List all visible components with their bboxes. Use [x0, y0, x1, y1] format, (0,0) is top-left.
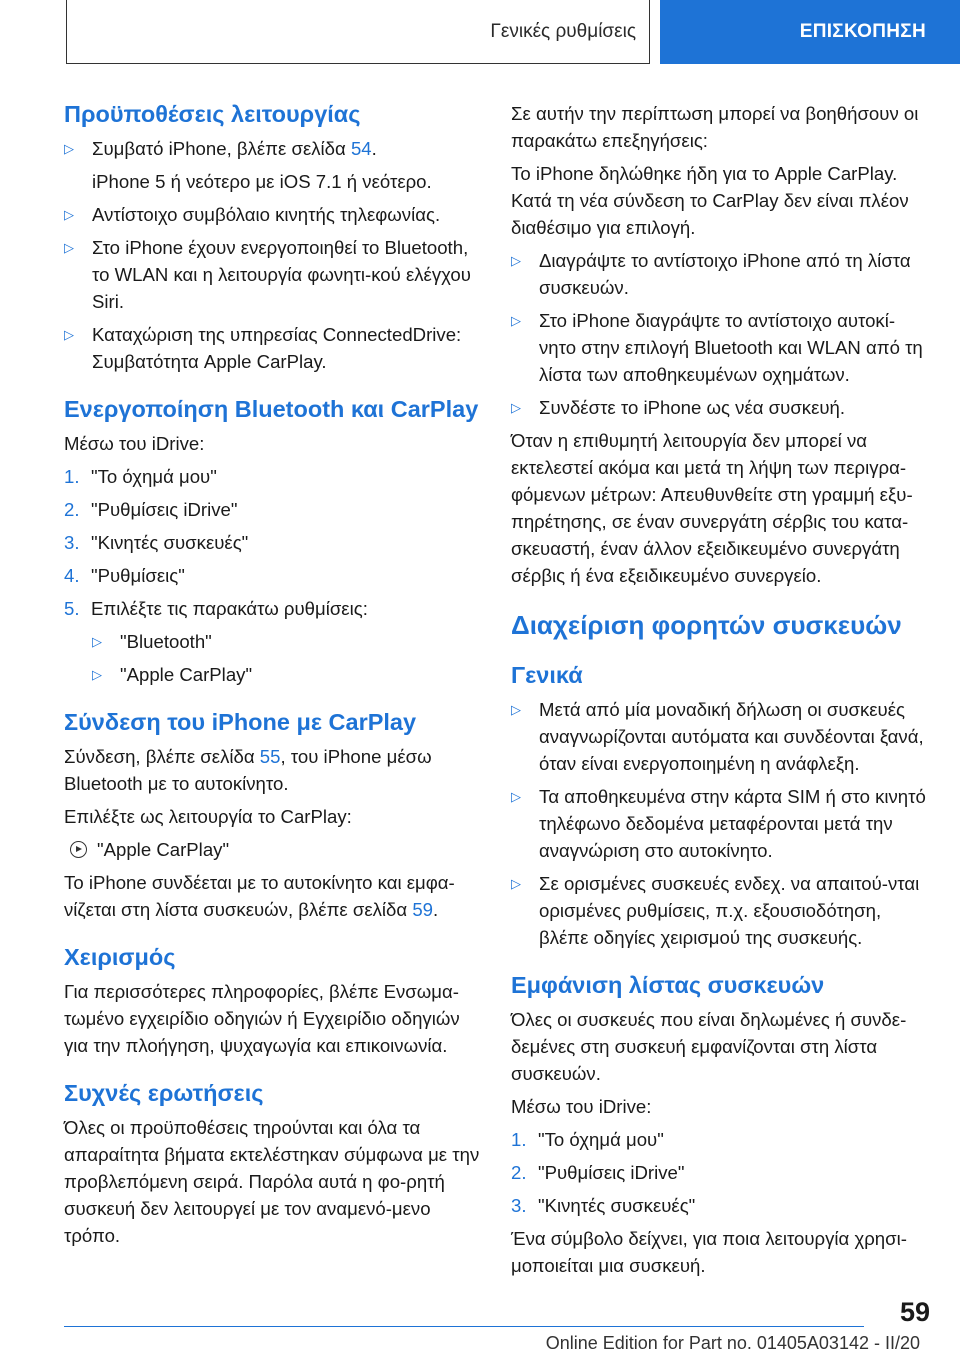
list-item: ▷ Αντίστοιχο συμβόλαιο κινητής τηλεφωνίας. — [64, 201, 482, 228]
heading-prerequisites: Προϋποθέσεις λειτουργίας — [64, 101, 361, 127]
triangle-bullet-icon: ▷ — [511, 400, 521, 415]
triangle-bullet-icon: ▷ — [511, 313, 521, 328]
play-circle-icon — [70, 841, 87, 858]
sub-step-item: ▷ "Bluetooth" — [64, 628, 482, 655]
paragraph: Όταν η επιθυμητή λειτουργία δεν μπορεί να εκτελεστεί ακόμα και μετά τη λήψη των περιγρα-φόμενων μέτρων: Απευθυνθείτε στη γραμμή εξυ-πηρέτησης, σε έναν συνεργάτη σέρβις του κατα-σκευαστή, έναν άλλον εξειδικευμένο συνεργάτη σέρβις ή ένα εξειδικευμένο συνεργείο. — [511, 430, 913, 586]
triangle-bullet-icon: ▷ — [511, 789, 521, 804]
paragraph: Ένα σύμβολο δείχνει, για ποια λειτουργία χρησι-μοποιείται μια συσκευή. — [511, 1228, 907, 1276]
paragraph: Για περισσότερες πληροφορίες, βλέπε Ενσωμα-τωμένο εγχειρίδιο οδηγιών ή Εγχειρίδιο οδηγιών για την πλοήγηση, ψυχαγωγία και επικοινωνία. — [64, 981, 460, 1056]
step-item: 2. "Ρυθμίσεις iDrive" — [511, 1162, 685, 1183]
page-link[interactable]: 54 — [350, 138, 372, 159]
triangle-bullet-icon: ▷ — [92, 667, 102, 682]
page-link[interactable]: 59 — [412, 899, 434, 920]
heading-operation: Χειρισμός — [64, 944, 176, 970]
list-item: ▷ Συμβατό iPhone, βλέπε σελίδα 54. — [64, 135, 482, 162]
step-item: 5. Επιλέξτε τις παρακάτω ρυθμίσεις: — [64, 598, 368, 619]
triangle-bullet-icon: ▷ — [92, 634, 102, 649]
list-item: ▷ Σε ορισμένες συσκευές ενδεχ. να απαιτού-νται ορισμένες ρυθμίσεις, π.χ. εξουσιοδότηση, βλέπε οδηγίες χειρισμού της συσκευής. — [511, 870, 931, 951]
paragraph: Το iPhone συνδέεται με το αυτοκίνητο και εμφα-νίζεται στη λίστα συσκευών, βλέπε σελίδα 59. — [64, 872, 455, 920]
step-item: 4. "Ρυθμίσεις" — [64, 565, 185, 586]
heading-connect-iphone: Σύνδεση του iPhone με CarPlay — [64, 709, 417, 735]
triangle-bullet-icon: ▷ — [64, 207, 74, 222]
list-item: ▷ Μετά από μία μοναδική δήλωση οι συσκευές αναγνωρίζονται αυτόματα και συνδέονται ξανά, όταν είναι ενεργοποιημένη η ανάφλεξη. — [511, 696, 931, 777]
footer-divider — [64, 1326, 864, 1327]
triangle-bullet-icon: ▷ — [64, 141, 74, 156]
triangle-bullet-icon: ▷ — [511, 702, 521, 717]
footer-edition: Online Edition for Part no. 01405A03142 - II/20 — [545, 1333, 920, 1353]
paragraph: Σε αυτήν την περίπτωση μπορεί να βοηθήσουν οι παρακάτω επεξηγήσεις: — [511, 103, 919, 151]
left-column — [64, 100, 482, 1249]
paragraph: Μέσω του iDrive: — [511, 1096, 652, 1117]
triangle-bullet-icon: ▷ — [64, 240, 74, 255]
list-item: ▷ Στο iPhone διαγράψτε το αντίστοιχο αυτοκί-νητο στην επιλογή Bluetooth και WLAN από τη λίστα των αποθηκευμένων οχημάτων. — [511, 307, 931, 388]
list-item: ▷ Καταχώριση της υπηρεσίας ConnectedDrive: Συμβατότητα Apple CarPlay. — [64, 321, 482, 375]
list-item-note: iPhone 5 ή νεότερο με iOS 7.1 ή νεότερο. — [92, 171, 432, 192]
step-item: 3. "Κινητές συσκευές" — [511, 1195, 696, 1216]
list-item: ▷ Διαγράψτε το αντίστοιχο iPhone από τη λίστα συσκευών. — [511, 247, 931, 301]
triangle-bullet-icon: ▷ — [511, 253, 521, 268]
step-item: 1. "Το όχημά μου" — [64, 466, 217, 487]
step-item: 2. "Ρυθμίσεις iDrive" — [64, 499, 238, 520]
list-item: ▷ Τα αποθηκευμένα στην κάρτα SIM ή στο κινητό τηλέφωνο δεδομένα μεταφέρονται μετά την αναγνώριση στο αυτοκίνητο. — [511, 783, 931, 864]
heading-general: Γενικά — [511, 662, 583, 688]
action-item: "Apple CarPlay" — [64, 836, 482, 863]
triangle-bullet-icon: ▷ — [64, 327, 74, 342]
list-item: ▷ Στο iPhone έχουν ενεργοποιηθεί το Bluetooth, το WLAN και η λειτουργία φωνητι-κού ελέγχου Siri. — [64, 234, 482, 315]
heading-manage-mobile-devices: Διαχείριση φορητών συσκευών — [511, 610, 902, 640]
header-section-title: Γενικές ρυθμίσεις — [490, 21, 636, 42]
page-number: 59 — [899, 1297, 930, 1327]
heading-device-list: Εμφάνιση λίστας συσκευών — [511, 972, 825, 998]
paragraph: Όλες οι συσκευές που είναι δηλωμένες ή συνδε-δεμένες στη συσκευή εμφανίζονται στη λίστα συσκευών. — [511, 1009, 907, 1084]
paragraph: Όλες οι προϋποθέσεις τηρούνται και όλα τα απαραίτητα βήματα εκτελέστηκαν σύμφωνα με την προβλεπόμενη σειρά. Παρόλα αυτά η φο-ρητή συσκευή δεν λειτουργεί με τον αναμενό-μενο τρόπο. — [64, 1117, 480, 1246]
header-tab-overview[interactable]: ΕΠΙΣΚΟΠΗΣΗ — [660, 0, 960, 64]
page-link[interactable]: 55 — [259, 746, 281, 767]
triangle-bullet-icon: ▷ — [511, 876, 521, 891]
sub-step-item: ▷ "Apple CarPlay" — [64, 661, 482, 688]
step-item: 3. "Κινητές συσκευές" — [64, 532, 249, 553]
paragraph: Σύνδεση, βλέπε σελίδα 55, του iPhone μέσω Bluetooth με το αυτοκίνητο. — [64, 746, 432, 794]
step-item: 1. "Το όχημά μου" — [511, 1129, 664, 1150]
paragraph: Μέσω του iDrive: — [64, 433, 205, 454]
list-item: ▷ Συνδέστε το iPhone ως νέα συσκευή. — [511, 394, 931, 421]
heading-faq: Συχνές ερωτήσεις — [64, 1080, 264, 1106]
paragraph: Το iPhone δηλώθηκε ήδη για το Apple CarPlay. Κατά τη νέα σύνδεση το CarPlay δεν είναι πλέον διαθέσιμο για επιλογή. — [511, 163, 909, 238]
paragraph: Επιλέξτε ως λειτουργία το CarPlay: — [64, 806, 352, 827]
heading-activate-bluetooth-carplay: Ενεργοποίηση Bluetooth και CarPlay — [64, 396, 479, 422]
right-column — [511, 100, 931, 1279]
